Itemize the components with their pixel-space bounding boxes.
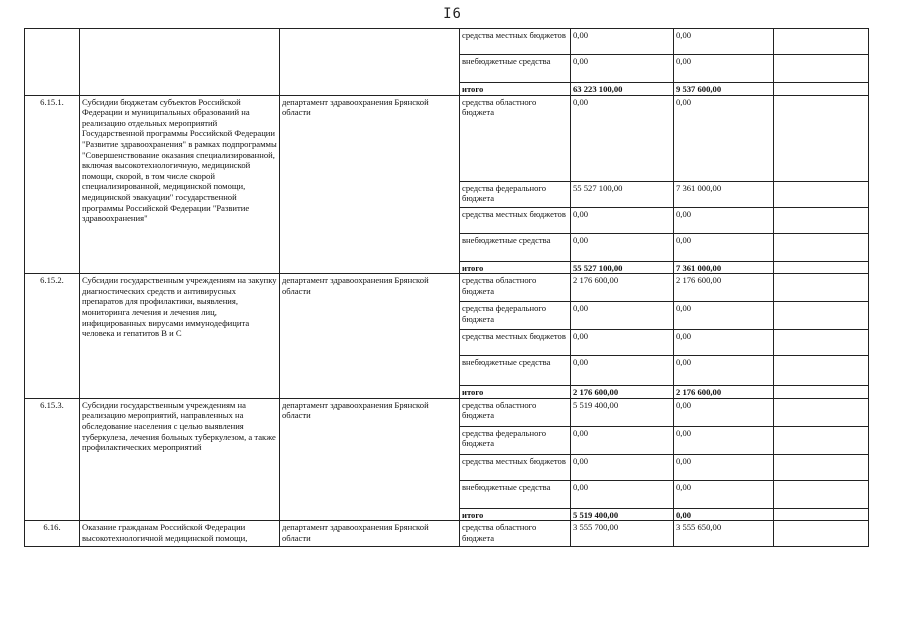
empty-cell <box>774 302 869 330</box>
empty-cell <box>774 356 869 386</box>
empty-cell <box>774 274 869 302</box>
empty-cell <box>774 521 869 547</box>
funding-source: средства областного бюджета <box>460 521 571 547</box>
value-cell: 2 176 600,00 <box>571 274 674 302</box>
funding-source: средства местных бюджетов <box>460 330 571 356</box>
value-cell: 0,00 <box>571 233 674 261</box>
value-cell: 0,00 <box>571 426 674 454</box>
empty-cell <box>774 480 869 508</box>
value-cell: 0,00 <box>674 29 774 55</box>
total-value: 2 176 600,00 <box>571 386 674 399</box>
budget-table <box>24 28 869 547</box>
executor: департамент здравоохранения Брянской области <box>280 274 460 399</box>
value-cell: 0,00 <box>674 330 774 356</box>
funding-source: внебюджетные средства <box>460 356 571 386</box>
row-number: 6.16. <box>25 521 80 547</box>
measure-description: Субсидии государственным учреждениям на реализацию мероприятий, направленных на обследование населения с целью выявления туберкулеза, лечения больных туберкулезом, а также профилактических мероприятий <box>80 398 280 521</box>
value-cell: 0,00 <box>571 207 674 233</box>
measure-description: Субсидии бюджетам субъектов Российской Федерации и муниципальных образований на реализацию отдельных мероприятий Государственной программы Российской Федерации "Развитие здравоохранения" в рамках подпрограммы "Совершенствование оказания специализированной, включая высокотехнологичную, медицинской помощи, скорой, в том числе скорой специализированной, медицинской помощи, медицинской эвакуации" государственной программы Российской Федерации "Развитие здравоохранения" <box>80 95 280 274</box>
empty-cell <box>774 508 869 521</box>
value-cell: 0,00 <box>571 302 674 330</box>
value-cell: 0,00 <box>674 302 774 330</box>
table-row <box>25 95 869 181</box>
value-cell: 0,00 <box>674 55 774 83</box>
executor: департамент здравоохранения Брянской области <box>280 95 460 274</box>
total-value: 2 176 600,00 <box>674 386 774 399</box>
total-value: 55 527 100,00 <box>571 261 674 274</box>
funding-source: средства областного бюджета <box>460 274 571 302</box>
value-cell: 0,00 <box>571 480 674 508</box>
row-number-cell <box>25 29 80 96</box>
funding-source: средства областного бюджета <box>460 95 571 181</box>
empty-cell <box>774 95 869 181</box>
total-label: итого <box>460 83 571 96</box>
total-value: 7 361 000,00 <box>674 261 774 274</box>
total-label: итого <box>460 386 571 399</box>
empty-cell <box>774 330 869 356</box>
value-cell: 0,00 <box>674 480 774 508</box>
description-cell <box>80 29 280 96</box>
funding-source: средства федерального бюджета <box>460 181 571 207</box>
value-cell: 0,00 <box>674 398 774 426</box>
funding-source: средства федерального бюджета <box>460 302 571 330</box>
value-cell: 3 555 650,00 <box>674 521 774 547</box>
total-label: итого <box>460 508 571 521</box>
funding-source: средства местных бюджетов <box>460 454 571 480</box>
table-row <box>25 274 869 302</box>
value-cell: 0,00 <box>571 29 674 55</box>
executor-cell <box>280 29 460 96</box>
empty-cell <box>774 181 869 207</box>
total-value: 9 537 600,00 <box>674 83 774 96</box>
empty-cell <box>774 207 869 233</box>
value-cell: 2 176 600,00 <box>674 274 774 302</box>
value-cell: 55 527 100,00 <box>571 181 674 207</box>
value-cell: 0,00 <box>571 454 674 480</box>
value-cell: 0,00 <box>674 233 774 261</box>
table-row <box>25 398 869 426</box>
row-number: 6.15.3. <box>25 398 80 521</box>
row-number: 6.15.1. <box>25 95 80 274</box>
empty-cell <box>774 261 869 274</box>
executor: департамент здравоохранения Брянской области <box>280 398 460 521</box>
funding-source: средства местных бюджетов <box>460 29 571 55</box>
measure-description: Субсидии государственным учреждениям на закупку диагностических средств и антивирусных препаратов для профилактики, выявления, мониторинга лечения и лечения лиц, инфицированных вирусами иммунодефицита человека и гепатитов В и С <box>80 274 280 399</box>
value-cell: 0,00 <box>571 356 674 386</box>
value-cell: 7 361 000,00 <box>674 181 774 207</box>
funding-source: внебюджетные средства <box>460 480 571 508</box>
page-number: I6 <box>443 6 462 22</box>
empty-cell <box>774 386 869 399</box>
funding-source: внебюджетные средства <box>460 55 571 83</box>
measure-description: Оказание гражданам Российской Федерации высокотехнологичной медицинской помощи, <box>80 521 280 547</box>
value-cell: 0,00 <box>674 426 774 454</box>
total-value: 0,00 <box>674 508 774 521</box>
table-row <box>25 29 869 55</box>
funding-source: средства местных бюджетов <box>460 207 571 233</box>
empty-cell <box>774 233 869 261</box>
value-cell: 0,00 <box>674 454 774 480</box>
row-number: 6.15.2. <box>25 274 80 399</box>
empty-cell <box>774 398 869 426</box>
value-cell: 0,00 <box>674 207 774 233</box>
value-cell: 0,00 <box>674 356 774 386</box>
funding-source: внебюджетные средства <box>460 233 571 261</box>
value-cell: 0,00 <box>571 330 674 356</box>
total-value: 5 519 400,00 <box>571 508 674 521</box>
total-label: итого <box>460 261 571 274</box>
value-cell: 3 555 700,00 <box>571 521 674 547</box>
empty-cell <box>774 454 869 480</box>
value-cell: 0,00 <box>571 55 674 83</box>
value-cell: 0,00 <box>571 95 674 181</box>
table-row <box>25 521 869 547</box>
value-cell: 0,00 <box>674 95 774 181</box>
funding-source: средства областного бюджета <box>460 398 571 426</box>
empty-cell <box>774 29 869 55</box>
value-cell: 5 519 400,00 <box>571 398 674 426</box>
total-value: 63 223 100,00 <box>571 83 674 96</box>
funding-source: средства федерального бюджета <box>460 426 571 454</box>
empty-cell <box>774 83 869 96</box>
empty-cell <box>774 55 869 83</box>
empty-cell <box>774 426 869 454</box>
executor: департамент здравоохранения Брянской области <box>280 521 460 547</box>
